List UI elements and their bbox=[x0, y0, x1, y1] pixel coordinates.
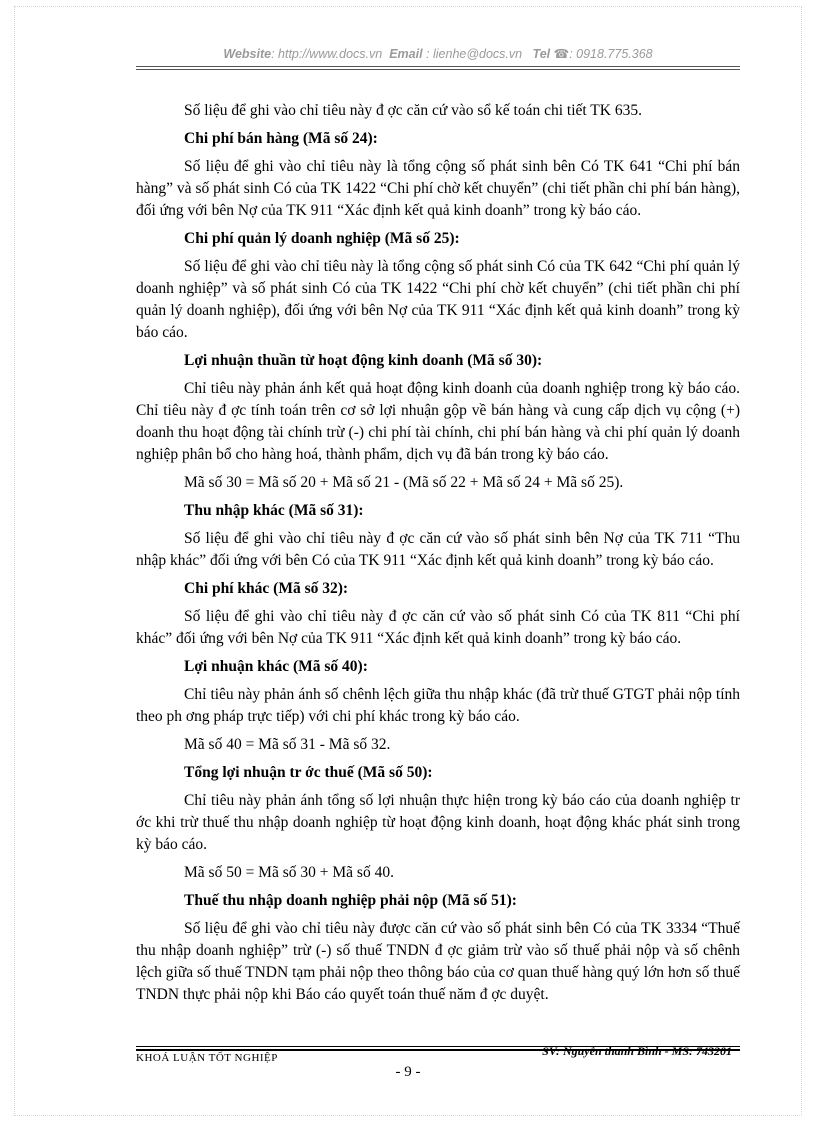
body-paragraph: Chỉ tiêu này phản ánh số chênh lệch giữa thu nhập khác (đã trừ thuế GTGT phải nộp tính theo ph ơng pháp trực tiếp) với chi phí khác trong kỳ báo cáo. bbox=[136, 686, 740, 725]
section-heading: Lợi nhuận thuần từ hoạt động kinh doanh (Mã số 30): bbox=[184, 352, 543, 369]
tel-value: ☎: 0918.775.368 bbox=[550, 47, 653, 61]
email-value: : lienhe@docs.vn bbox=[422, 47, 523, 61]
section-heading: Thuế thu nhập doanh nghiệp phải nộp (Mã số 51): bbox=[184, 892, 517, 909]
section-heading: Thu nhập khác (Mã số 31): bbox=[184, 502, 364, 519]
body-paragraph: Số liệu để ghi vào chỉ tiêu này đ ợc căn cứ vào số phát sinh bên Nợ của TK 711 “Thu nhập khác” đối ứng với bên Có của TK 911 “Xác định kết quả kinh doanh” trong kỳ báo cáo. bbox=[136, 530, 740, 569]
page-header bbox=[136, 46, 740, 61]
footer-student-info: SV: Nguyễn thanh Bình - MS: 743201 bbox=[542, 1044, 732, 1058]
section-heading: Chi phí quản lý doanh nghiệp (Mã số 25): bbox=[184, 230, 460, 247]
body-paragraph: Số liệu để ghi vào chỉ tiêu này là tổng cộng số phát sinh Có của TK 642 “Chi phí quản lý doanh nghiệp” và số phát sinh Có của TK 1422 “Chi phí chờ kết chuyển” (chi tiết phần chi phí quản lý doanh nghiệp), đối ứng với bên Nợ của TK 911 “Xác định kết quả kinh doanh” trong kỳ báo cáo. bbox=[136, 258, 740, 341]
body-paragraph: Số liệu để ghi vào chỉ tiêu này đ ợc căn cứ vào số phát sinh Có của TK 811 “Chi phí khác” đối ứng với bên Nợ của TK 911 “Xác định kết quả kinh doanh” trong kỳ báo cáo. bbox=[136, 608, 740, 647]
page-number: - 9 - bbox=[395, 1064, 421, 1080]
footer-thesis-label: KHOÁ LUẬN TỐT NGHIỆP bbox=[136, 1052, 278, 1064]
website-value: : http://www.docs.vn bbox=[271, 47, 383, 61]
section-heading: Chi phí bán hàng (Mã số 24): bbox=[184, 130, 378, 147]
tel-label: Tel bbox=[532, 47, 551, 61]
body-paragraph: Số liệu để ghi vào chỉ tiêu này là tổng cộng số phát sinh bên Có TK 641 “Chi phí bán hàng” và số phát sinh Có của TK 1422 “Chi phí chờ kết chuyển” (chi tiết phần chi phí bán hàng), đối ứng với bên Nợ của TK 911 “Xác định kết quả kinh doanh” trong kỳ báo cáo. bbox=[136, 158, 740, 219]
formula-line: Mã số 50 = Mã số 30 + Mã số 40. bbox=[184, 864, 394, 881]
header-rule bbox=[136, 66, 740, 70]
body-paragraph: Số liệu để ghi vào chỉ tiêu này đ ợc căn cứ vào sổ kế toán chi tiết TK 635. bbox=[184, 102, 642, 119]
body-paragraph: Chỉ tiêu này phản ánh kết quả hoạt động kinh doanh của doanh nghiệp trong kỳ báo cáo. Chỉ tiêu này đ ợc tính toán trên cơ sở lợi nhuận gộp về bán hàng và cung cấp dịch vụ cộng (+) doanh thu hoạt động tài chính trừ (-) chi phí tài chính, chi phí bán hàng và chi phí quản lý doanh nghiệp phân bổ cho hàng hoá, thành phẩm, dịch vụ đã bán trong kỳ báo cáo. bbox=[136, 380, 740, 463]
section-heading: Lợi nhuận khác (Mã số 40): bbox=[184, 658, 368, 675]
formula-line: Mã số 30 = Mã số 20 + Mã số 21 - (Mã số 22 + Mã số 24 + Mã số 25). bbox=[184, 474, 624, 491]
section-heading: Tổng lợi nhuận tr ớc thuế (Mã số 50): bbox=[184, 764, 433, 781]
document-body bbox=[136, 100, 740, 1012]
email-label: Email bbox=[389, 47, 423, 61]
formula-line: Mã số 40 = Mã số 31 - Mã số 32. bbox=[184, 736, 391, 753]
website-label: Website bbox=[223, 47, 272, 61]
body-paragraph: Chỉ tiêu này phản ánh tổng số lợi nhuận thực hiện trong kỳ báo cáo của doanh nghiệp tr ớc khi trừ thuế thu nhập doanh nghiệp từ hoạt động kinh doanh, hoạt động khác phát sinh trong kỳ báo cáo. bbox=[136, 792, 740, 853]
section-heading: Chi phí khác (Mã số 32): bbox=[184, 580, 349, 597]
body-paragraph: Số liệu để ghi vào chỉ tiêu này được căn cứ vào số phát sinh bên Có của TK 3334 “Thuế thu nhập doanh nghiệp” trừ (-) số thuế TNDN đ ợc giảm trừ vào số thuế phải nộp và số chênh lệch giữa số thuế TNDN tạm phải nộp theo thông báo của cơ quan thuế hàng quý lớn hơn số thuế TNDN thực phải nộp khi Báo cáo quyết toán thuế năm đ ợc duyệt. bbox=[136, 920, 740, 1003]
